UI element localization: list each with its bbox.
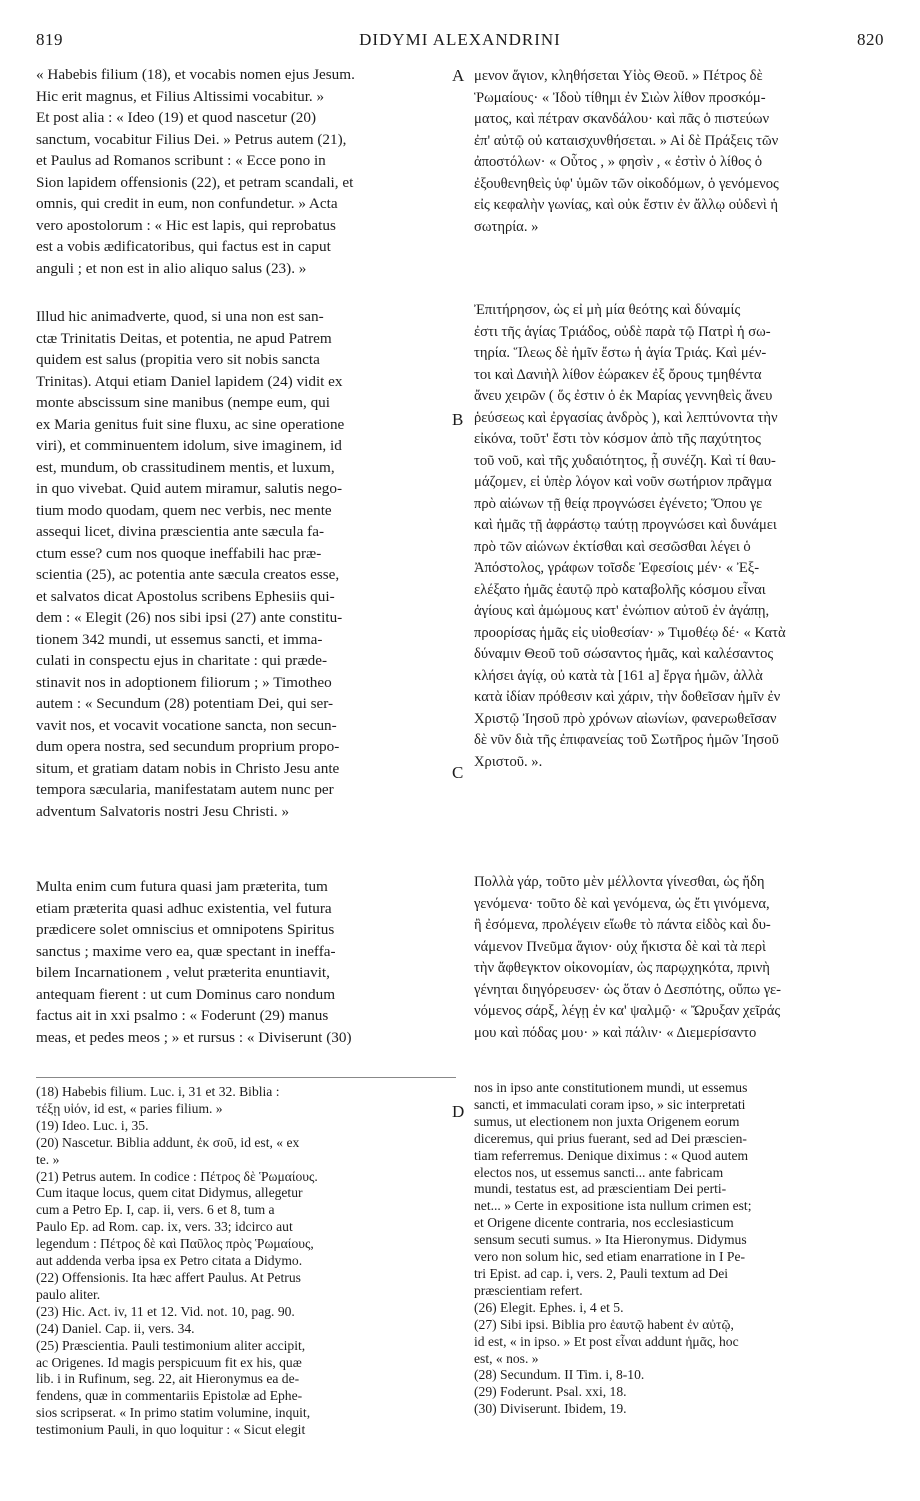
- page-number-right: 820: [857, 30, 884, 49]
- footnotes-left-column: (18) Habebis filium. Luc. i, 31 et 32. Biblia : τέξῃ υἱόν, id est, « paries filium. » (19) Ideo. Luc. i, 35. (20) Nascetur. Biblia addunt, ἐκ σοῦ, id est, « ex te. » (21) Petrus autem. In codice : Πέτρος δὲ Ῥωμαίους. Cum itaque locus, quem citat Didymus, allegetur cum a Petro Ep. I, cap. ii, vers. 6 et 8, tum a Paulo Ep. ad Rom. cap. ix, vers. 33; idcirco aut legendum : Πέτρος δὲ καὶ Παῦλος πρὸς Ῥωμαίους, aut addenda verba ipsa ex Petro citata a Didymo. (22) Offensionis. Ita hæc affert Paulus. At Petrus paulo aliter. (23) Hic. Act. iv, 11 et 12. Vid. not. 10, pag. 90. (24) Daniel. Cap. ii, vers. 34. (25) Præscientia. Pauli testimonium aliter accipit, ac Origenes. Id magis perspicuum fit ex his, quæ lib. i in Rufinum, seg. 22, ait Hieronymus ea de- fendens, quæ in commentariis Epistolæ ad Ephe- sios scripserat. « In primo statim volumine, inquit, testimonium Pauli, in quo loquitur : « Sicut elegit: [36, 1084, 318, 1438]
- margin-letter-b: B: [452, 410, 464, 429]
- footnotes-right-column: nos in ipso ante constitutionem mundi, ut essemus sancti, et immaculati coram ipso, » sic interpretati sumus, ut electionem non juxta Origenem eorum diceremus, qui prius fuerant, sed ad Dei præscien- tiam referremus. Denique diximus : « Quod autem electos nos, ut essemus sancti... ante fabricam mundi, testatus est, ad præscientiam Dei perti- net... » Certe in expositione ista nullum crimen est; et Origene dicente contraria, nos ecclesiasticum sensum secuti sumus. » Ita Hieronymus. Didymus vero non solum hic, sed etiam enarratione in I Pe- tri Epist. ad cap. i, vers. 2, Pauli textum ad Dei præscientiam refert. (26) Elegit. Ephes. i, 4 et 5. (27) Sibi ipsi. Biblia pro ἑαυτῷ habent ἐν αὐτῷ, id est, « in ipso. » Et post εἶναι addunt ἡμᾶς, hoc est, « nos. » (28) Secundum. II Tim. i, 8-10. (29) Foderunt. Psal. xxi, 18. (30) Diviserunt. Ibidem, 19.: [474, 1080, 752, 1417]
- margin-letter-a: A: [452, 66, 465, 85]
- running-title: DIDYMI ALEXANDRINI: [359, 30, 561, 49]
- page-number-left: 819: [36, 30, 63, 49]
- greek-paragraph-2: Ἐπιτήρησον, ὡς εἰ μὴ μία θεότης καὶ δύναμίς ἐστι τῆς ἁγίας Τριάδος, οὐδὲ παρὰ τῷ Πατρὶ ἡ σω- τηρία. Ἵλεως δὲ ἡμῖν ἔστω ἡ ἁγία Τριάς. Καὶ μέν- τοι καὶ Δανιὴλ λίθον ἑώρακεν ἐξ ὄρους τμηθέντα ἄνευ χειρῶν ( ὅς ἐστιν ὁ ἐκ Μαρίας γεννηθεὶς ἄνευ ῥεύσεως καὶ ἐργασίας ἀνδρὸς ), καὶ λεπτύνοντα τὴν εἰκόνα, τοῦτ' ἔστι τὸν κόσμον ἀπὸ τῆς παχύτητος τοῦ νοῦ, καὶ τῆς χυδαιότητος, ᾗ συνέζη. Καὶ τί θαυ- μάζομεν, εἰ ὑπὲρ λόγον καὶ νοῦν σωτήριον πρᾶγμα πρὸ αἰώνων τῇ θείᾳ προγνώσει ἐγένετο; Ὅπου γε καὶ ἡμᾶς τῇ ἀφράστῳ ταύτῃ προγνώσει καὶ δυνάμει πρὸ τῶν αἰώνων ἐκτίσθαι καὶ σεσῶσθαι λέγει ὁ Ἀπόστολος, γράφων τοῖσδε Ἐφεσίοις μέν· « Ἐξ- ελέξατο ἡμᾶς ἑαυτῷ πρὸ καταβολῆς κόσμου εἶναι ἁγίους καὶ ἀμώμους κατ' ἐνώπιον αὐτοῦ ἐν ἀγάπῃ, προορίσας ἡμᾶς εἰς υἱοθεσίαν· » Τιμοθέῳ δέ· « Κατὰ δύναμιν Θεοῦ τοῦ σώσαντος ἡμᾶς, καὶ καλέσαντος κλήσει ἁγίᾳ, οὐ κατὰ τὰ [161 a] ἔργα ἡμῶν, ἀλλὰ κατὰ ἰδίαν πρόθεσιν καὶ χάριν, τὴν δοθεῖσαν ἡμῖν ἐν Χριστῷ Ἰησοῦ πρὸ χρόνων αἰωνίων, φανερωθεῖσαν δὲ νῦν διὰ τῆς ἐπιφανείας τοῦ Σωτῆρος ἡμῶν Ἰησοῦ Χριστοῦ. ».: [474, 302, 786, 770]
- margin-letter-d: D: [452, 1102, 465, 1121]
- latin-paragraph-1: « Habebis filium (18), et vocabis nomen ejus Jesum. Hic erit magnus, et Filius Altissimi vocabitur. » Et post alia : « Ideo (19) et quod nascetur (20) sanctum, vocabitur Filius Dei. » Petrus autem (21), et Paulus ad Romanos scribunt : « Ecce pono in Sion lapidem offensionis (22), et petram scandali, et omnis, qui credit in eum, non confundetur. » Acta vero apostolorum : « Hic est lapis, qui reprobatus est a vobis ædificatoribus, qui factus est in caput anguli ; et non est in alio aliquo salus (23). »: [36, 66, 355, 277]
- greek-paragraph-1: μενον ἅγιον, κληθήσεται Υἱὸς Θεοῦ. » Πέτρος δὲ Ῥωμαίους· « Ἰδοὺ τίθημι ἐν Σιὼν λίθον προσκόμ- ματος, καὶ πέτραν σκανδάλου· καὶ πᾶς ὁ πιστεύων ἐπ' αὐτῷ οὐ καταισχυνθήσεται. » Αἱ δὲ Πράξεις τῶν ἀποστόλων· « Οὗτος , » φησὶν , « ἐστὶν ὁ λίθος ὁ ἐξουθενηθεὶς ὑφ' ὑμῶν τῶν οἰκοδόμων, ὁ γενόμενος εἰς κεφαλὴν γωνίας, καὶ οὐκ ἔστιν ἐν ἄλλῳ οὐδενὶ ἡ σωτηρία. »: [474, 68, 779, 235]
- margin-letter-c: C: [452, 763, 464, 782]
- greek-paragraph-3: Πολλὰ γάρ, τοῦτο μὲν μέλλοντα γίνεσθαι, ὡς ἤδη γενόμενα· τοῦτο δὲ καὶ γενόμενα, ὡς ἔτι γινόμενα, ἢ ἐσόμενα, προλέγειν εἴωθε τὸ πάντα εἰδὸς καὶ δυ- νάμενον Πνεῦμα ἅγιον· οὐχ ἥκιστα δὲ καὶ τὰ περὶ τὴν ἄφθεγκτον οἰκονομίαν, ὡς παρῳχηκότα, πρινὴ γένηται διηγόρευσεν· ὡς ὅταν ὁ Δεσπότης, οὔπω γε- νόμενος σάρξ, λέγῃ ἐν κα' ψαλμῷ· « Ὤρυξαν χεῖράς μου καὶ πόδας μου· » καὶ πάλιν· « Διεμερίσαντο: [474, 874, 781, 1041]
- latin-paragraph-2: Illud hic animadverte, quod, si una non est san- ctæ Trinitatis Deitas, et potentia, ne apud Patrem quidem est salus (propitia vero sit nobis sancta Trinitas). Atqui etiam Daniel lapidem (24) vidit ex monte abscissum sine manibus (nempe eum, qui ex Maria genitus fuit sine fluxu, ac sine operatione viri), et comminuentem idolum, sive imaginem, id est, mundum, ob crassitudinem mentis, et luxum, in quo vivebat. Quid autem miramur, salutis nego- tium modo quodam, quem nec verbis, nec mente assequi licet, divina præscientia ante sæcula fa- ctum esse? cum nos quoque ineffabili hac præ- scientia (25), ac potentia ante sæcula creatos esse, et salvatos dicat Apostolus scribens Ephesiis qui- dem : « Elegit (26) nos sibi ipsi (27) ante constitu- tionem 342 mundi, ut essemus sancti, et imma- culati in conspectu ejus in charitate : qui præde- stinavit nos in adoptionem filiorum ; » Timotheo autem : « Secundum (28) potentiam Dei, qui ser- vavit nos, et vocavit vocatione sancta, non secun- dum opera nostra, sed secundum proprium propo- situm, et gratiam datam nobis in Christo Jesu ante tempora sæcularia, manifestatam autem nunc per adventum Salvatoris nostri Jesu Christi. »: [36, 308, 345, 820]
- footnote-rule: [36, 1077, 456, 1078]
- latin-paragraph-3: Multa enim cum futura quasi jam præterita, tum etiam præterita quasi adhuc existentia, vel futura prædicere solet omniscius et omnipotens Spiritus sanctus ; maxime vero ea, quæ spectant in ineffa- bilem Incarnationem , velut præterita enuntiavit, antequam fierent : ut cum Dominus caro nondum factus ait in xxi psalmo : « Foderunt (29) manus meas, et pedes meos ; » et rursus : « Diviserunt (30): [36, 878, 352, 1046]
